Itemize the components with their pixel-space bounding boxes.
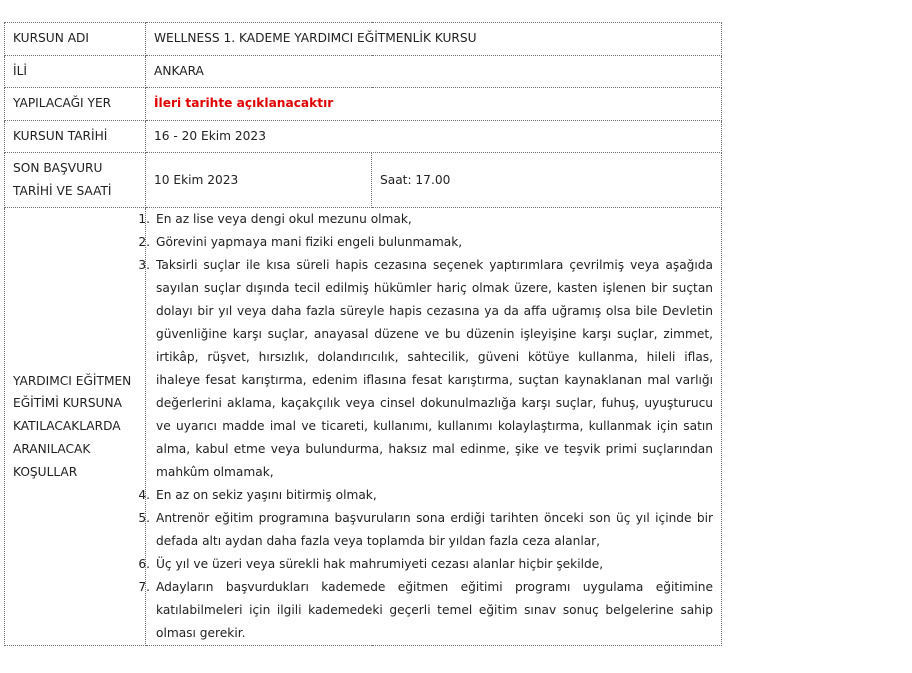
row-course-date xyxy=(5,120,722,153)
condition-number: 4. xyxy=(138,488,150,502)
condition-number: 7. xyxy=(138,580,150,594)
course-name-label: KURSUN ADI xyxy=(5,23,146,56)
course-date-value: 16 - 20 Ekim 2023 xyxy=(146,120,722,153)
condition-number: 2. xyxy=(138,235,150,249)
condition-text: Adayların başvurdukları kademede eğitmen eğitimi programı uygulama eğitimine katılabilmeleri için ilgili kademedeki geçerli temel eğitim sınav sonuç belgelerine sahip olması gerekir. xyxy=(156,580,714,640)
condition-text: Görevini yapmaya mani fiziki engeli bulunmamak, xyxy=(156,235,463,249)
condition-item xyxy=(138,484,713,507)
venue-label: YAPILACAĞI YER xyxy=(5,88,146,121)
row-venue xyxy=(5,88,722,121)
deadline-label-line1: SON BAŞVURU xyxy=(13,161,103,176)
condition-text: En az lise veya dengi okul mezunu olmak, xyxy=(156,212,412,226)
conditions-cell xyxy=(138,208,722,646)
condition-number: 1. xyxy=(138,212,150,226)
deadline-time: Saat: 17.00 xyxy=(372,153,722,208)
condition-item xyxy=(138,576,714,645)
condition-item xyxy=(138,254,714,484)
city-label: İLİ xyxy=(5,55,146,88)
condition-text: Antrenör eğitim programına başvuruların sona erdiği tarihten önceki son üç yıl içinde bir defada altı aydan daha fazla veya toplamda bir yıldan fazla ceza alanlar, xyxy=(156,511,714,548)
venue-value: İleri tarihte açıklanacaktır xyxy=(146,88,722,121)
row-conditions xyxy=(5,208,722,646)
city-value: ANKARA xyxy=(146,55,722,88)
condition-item xyxy=(138,231,713,254)
row-deadline xyxy=(5,153,722,208)
course-name-value: WELLNESS 1. KADEME YARDIMCI EĞİTMENLİK KURSU xyxy=(146,23,722,56)
conditions-list xyxy=(138,208,714,645)
conditions-label: YARDIMCI EĞİTMEN EĞİTİMİ KURSUNA KATILACAKLARDA ARANILACAK KOŞULLAR xyxy=(5,208,146,646)
condition-item xyxy=(138,507,714,553)
condition-text: Üç yıl ve üzeri veya sürekli hak mahrumiyeti cezası alanlar hiçbir şekilde, xyxy=(156,557,604,571)
deadline-label xyxy=(5,153,146,208)
condition-text: Taksirli suçlar ile kısa süreli hapis cezasına seçenek yaptırımlara çevrilmiş veya aşağıda sayılan suçlar dışında tecil edilmiş hükümler hariç olmak üzere, kasten işlenen bir suçtan dolayı bir yıl veya daha fazla süreyle hapis cezasına ya da affa uğramış olsa bile Devletin güvenliğine karşı suçlar, anayasal düzene ve bu düzenin işleyişine karşı suçlar, zimmet, irtikâp, rüşvet, hırsızlık, dolandırıcılık, sahtecilik, güveni kötüye kullanma, hileli iflas, ihaleye fesat karıştırma, edenim iflasına fesat karıştırma, suçtan kaynaklanan mal varlığı değerlerini aklama, kaçakçılık veya cinsel dokunulmazlığa karşı suçlar, fuhuş, uyuşturucu ve uyarıcı madde imal ve ticareti, kullanımı, kullanımı kolaylaştırma, kullanmak için satın alma, kabul etme veya bulundurma, haksız mal edinme, şike ve teşvik primi suçlarından mahkûm olmamak, xyxy=(156,258,714,479)
deadline-label-line2: TARİHİ VE SAATİ xyxy=(13,184,112,198)
deadline-date: 10 Ekim 2023 xyxy=(146,153,372,208)
condition-number: 5. xyxy=(138,511,150,525)
course-info-table xyxy=(4,22,722,646)
row-city xyxy=(5,55,722,88)
condition-number: 3. xyxy=(138,258,150,272)
row-course-name xyxy=(5,23,722,56)
condition-number: 6. xyxy=(138,557,150,571)
condition-item xyxy=(138,208,713,231)
condition-text: En az on sekiz yaşını bitirmiş olmak, xyxy=(156,488,377,502)
condition-item xyxy=(138,553,713,576)
course-date-label: KURSUN TARİHİ xyxy=(5,120,146,153)
